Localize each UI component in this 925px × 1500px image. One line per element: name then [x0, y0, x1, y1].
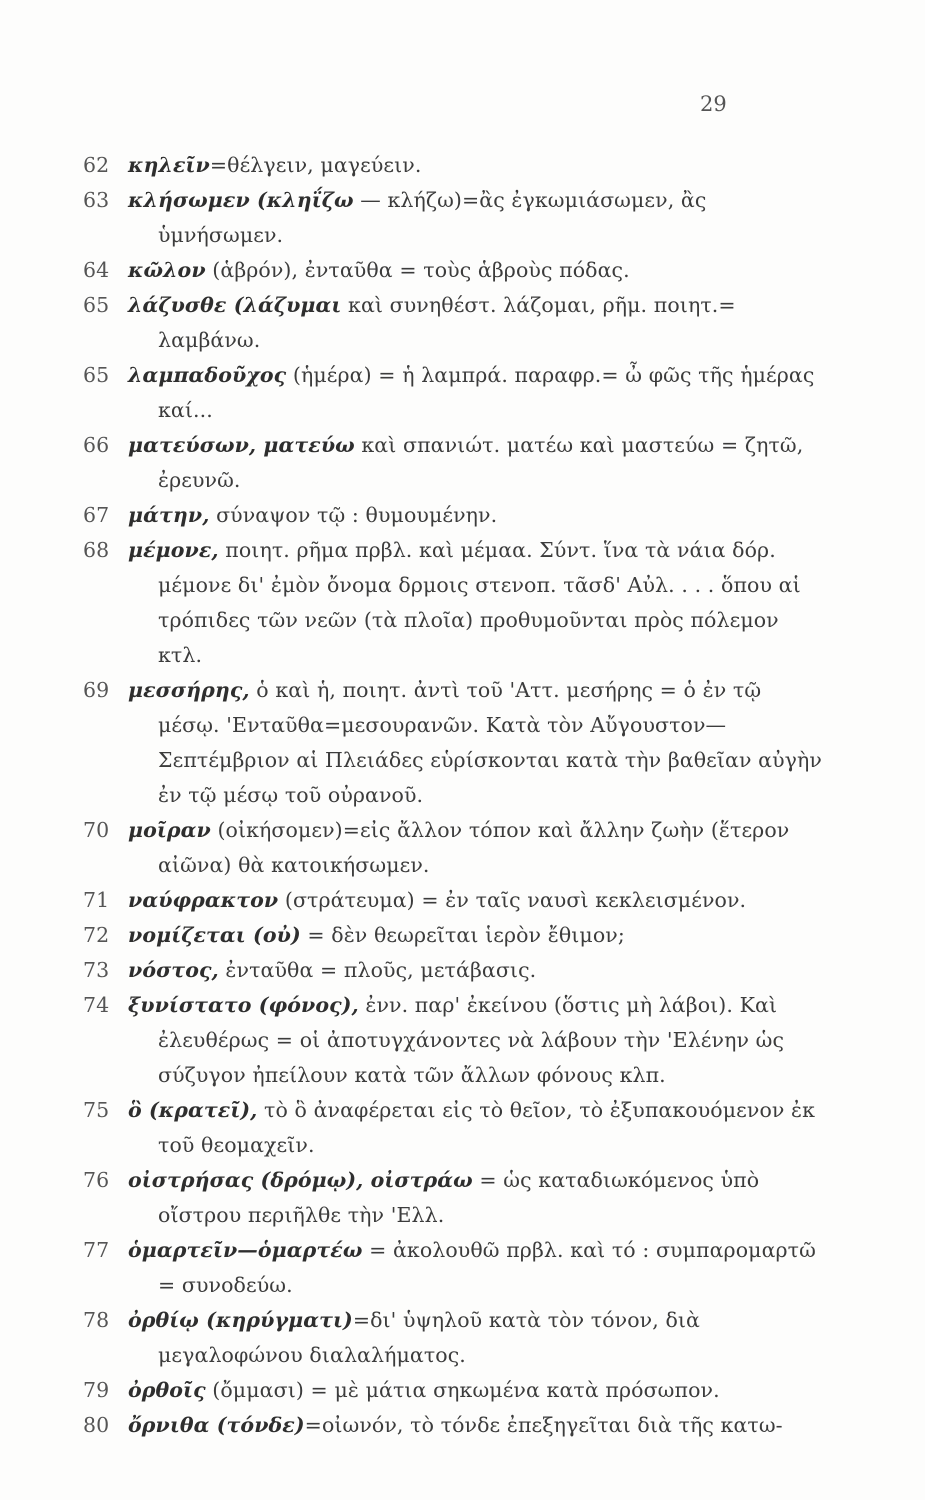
entry-lemma: κλήσωμεν (κληΐζω [128, 188, 354, 212]
entry-number: 64 [83, 258, 110, 282]
glossary-entry [83, 533, 823, 673]
entry-number: 71 [83, 888, 110, 912]
glossary-entry [83, 1233, 823, 1303]
entry-number: 69 [83, 678, 110, 702]
glossary-entry [83, 1163, 823, 1233]
glossary-entry [83, 883, 823, 918]
entry-gloss: (ἡμέρα) = ἡ λαμπρά. παραφρ.= ὦ φῶς τῆς ἡμέρας καί... [158, 363, 815, 422]
entry-lemma: ὄρνιθα (τόνδε) [128, 1413, 305, 1437]
entry-number: 76 [83, 1168, 110, 1192]
entry-gloss: (ἁβρόν), ἐνταῦθα = τοὺς ἁβροὺς πόδας. [205, 258, 630, 282]
glossary-entry [83, 148, 823, 183]
entry-lemma: λάζυσθε (λάζυμαι [128, 293, 342, 317]
entry-lemma: νομίζεται (οὐ) [128, 923, 301, 947]
entry-number: 73 [83, 958, 110, 982]
entry-gloss: (στράτευμα) = ἐν ταῖς ναυσὶ κεκλεισμένον. [278, 888, 747, 912]
entry-number: 78 [83, 1308, 110, 1332]
entry-gloss: (ὄμμασι) = μὲ μάτια σηκωμένα κατὰ πρόσωπον. [205, 1378, 720, 1402]
page-number: 29 [700, 92, 727, 116]
entry-number: 77 [83, 1238, 110, 1262]
glossary-entry [83, 673, 823, 813]
entry-lemma: ὃ (κρατεῖ), [128, 1098, 258, 1122]
entry-number: 65 [83, 293, 110, 317]
entry-gloss: σύναψον τῷ : θυμουμένην. [209, 503, 498, 527]
entry-gloss: — κλήζω)=ἂς ἐγκωμιάσωμεν, ἂς ὑμνήσωμεν. [158, 188, 707, 247]
entry-lemma: οἰστρήσας (δρόμῳ), οἰστράω [128, 1168, 473, 1192]
entry-gloss: = ὡς καταδιωκόμενος ὑπὸ οἴστρου περιῆλθε τὴν 'Ελλ. [158, 1168, 760, 1227]
entry-lemma: μοῖραν [128, 818, 211, 842]
glossary-entry [83, 288, 823, 358]
entry-number: 65 [83, 363, 110, 387]
entry-gloss: καὶ σπανιώτ. ματέω καὶ μαστεύω = ζητῶ, ἐρευνῶ. [158, 433, 804, 492]
entry-lemma: νόστος, [128, 958, 219, 982]
entry-number: 70 [83, 818, 110, 842]
glossary-entry [83, 918, 823, 953]
entry-lemma: ὀρθοῖς [128, 1378, 206, 1402]
glossary-entry [83, 183, 823, 253]
glossary-entry [83, 953, 823, 988]
entry-lemma: μεσσήρης, [128, 678, 250, 702]
entry-number: 75 [83, 1098, 110, 1122]
entry-gloss: (οἰκήσομεν)=εἰς ἄλλον τόπον καὶ ἄλλην ζωὴν (ἕτερον αἰῶνα) θὰ κατοικήσωμεν. [158, 818, 790, 877]
entry-gloss: ὁ καὶ ἡ, ποιητ. ἀντὶ τοῦ 'Αττ. μεσήρης = ὁ ἐν τῷ μέσῳ. 'Ενταῦθα=μεσουρανῶν. Κατὰ τὸν Αὔγουστον—Σεπτέμβριον αἱ Πλειάδες εὑρίσκονται κατὰ τὴν βαθεῖαν αὐγὴν ἐν τῷ μέσῳ τοῦ οὐρανοῦ. [158, 678, 822, 807]
entry-lemma: ναύφρακτον [128, 888, 279, 912]
glossary-entry [83, 253, 823, 288]
glossary-entry [83, 1303, 823, 1373]
glossary-entry [83, 358, 823, 428]
entry-gloss: ποιητ. ρῆμα πρβλ. καὶ μέμαα. Σύντ. ἵνα τὰ νάια δόρ. μέμονε δι' ἐμὸν ὄνομα δρμοις στενοπ. τᾶσδ' Αὐλ. . . . ὅπου αἱ τρόπιδες τῶν νεῶν (τὰ πλοῖα) προθυμοῦνται πρὸς πόλεμον κτλ. [158, 538, 801, 667]
entry-gloss: ἐνν. παρ' ἐκείνου (ὅστις μὴ λάβοι). Καὶ ἐλευθέρως = οἱ ἀποτυγχάνοντες νὰ λάβουν τὴν 'Ελένην ὡς σύζυγον ἠπείλουν κατὰ τῶν ἄλλων φόνους κλπ. [158, 993, 785, 1087]
entry-gloss: =θέλγειν, μαγεύειν. [209, 153, 422, 177]
entry-lemma: ὀρθίῳ (κηρύγματι) [128, 1308, 353, 1332]
entry-number: 74 [83, 993, 110, 1017]
entry-gloss: = δὲν θεωρεῖται ἱερὸν ἔθιμον; [300, 923, 625, 947]
entry-number: 72 [83, 923, 110, 947]
glossary-entry [83, 1093, 823, 1163]
entry-gloss: =δι' ὑψηλοῦ κατὰ τὸν τόνον, διὰ μεγαλοφώνου διαλαλήματος. [158, 1308, 700, 1367]
entry-gloss: = ἀκολουθῶ πρβλ. καὶ τό : συμπαρομαρτῶ = συνοδεύω. [158, 1238, 816, 1297]
entry-lemma: ὁμαρτεῖν—ὁμαρτέω [128, 1238, 363, 1262]
entry-lemma: μέμονε, [128, 538, 219, 562]
entry-number: 80 [83, 1413, 110, 1437]
glossary-entry [83, 988, 823, 1093]
glossary-entry [83, 1408, 823, 1443]
entry-lemma: κῶλον [128, 258, 206, 282]
glossary-entries [83, 148, 823, 1443]
entry-number: 67 [83, 503, 110, 527]
entry-lemma: μάτην, [128, 503, 210, 527]
entry-gloss: ἐνταῦθα = πλοῦς, μετάβασις. [218, 958, 537, 982]
entry-gloss: =οἰωνόν, τὸ τόνδε ἐπεξηγεῖται διὰ τῆς κατω- [304, 1413, 783, 1437]
glossary-entry [83, 428, 823, 498]
entry-lemma: ξυνίστατο (φόνος), [128, 993, 359, 1017]
entry-number: 68 [83, 538, 110, 562]
entry-lemma: ματεύσων, ματεύω [128, 433, 355, 457]
entry-number: 79 [83, 1378, 110, 1402]
entry-lemma: λαμπαδοῦχος [128, 363, 287, 387]
entry-gloss: τὸ ὃ ἀναφέρεται εἰς τὸ θεῖον, τὸ ἐξυπακουόμενον ἐκ τοῦ θεομαχεῖν. [158, 1098, 816, 1157]
entry-lemma: κηλεῖν [128, 153, 210, 177]
entry-number: 66 [83, 433, 110, 457]
glossary-entry [83, 1373, 823, 1408]
entry-gloss: καὶ συνηθέστ. λάζομαι, ρῆμ. ποιητ.= λαμβάνω. [158, 293, 736, 352]
glossary-entry [83, 498, 823, 533]
entry-number: 63 [83, 188, 110, 212]
glossary-entry [83, 813, 823, 883]
entry-number: 62 [83, 153, 110, 177]
